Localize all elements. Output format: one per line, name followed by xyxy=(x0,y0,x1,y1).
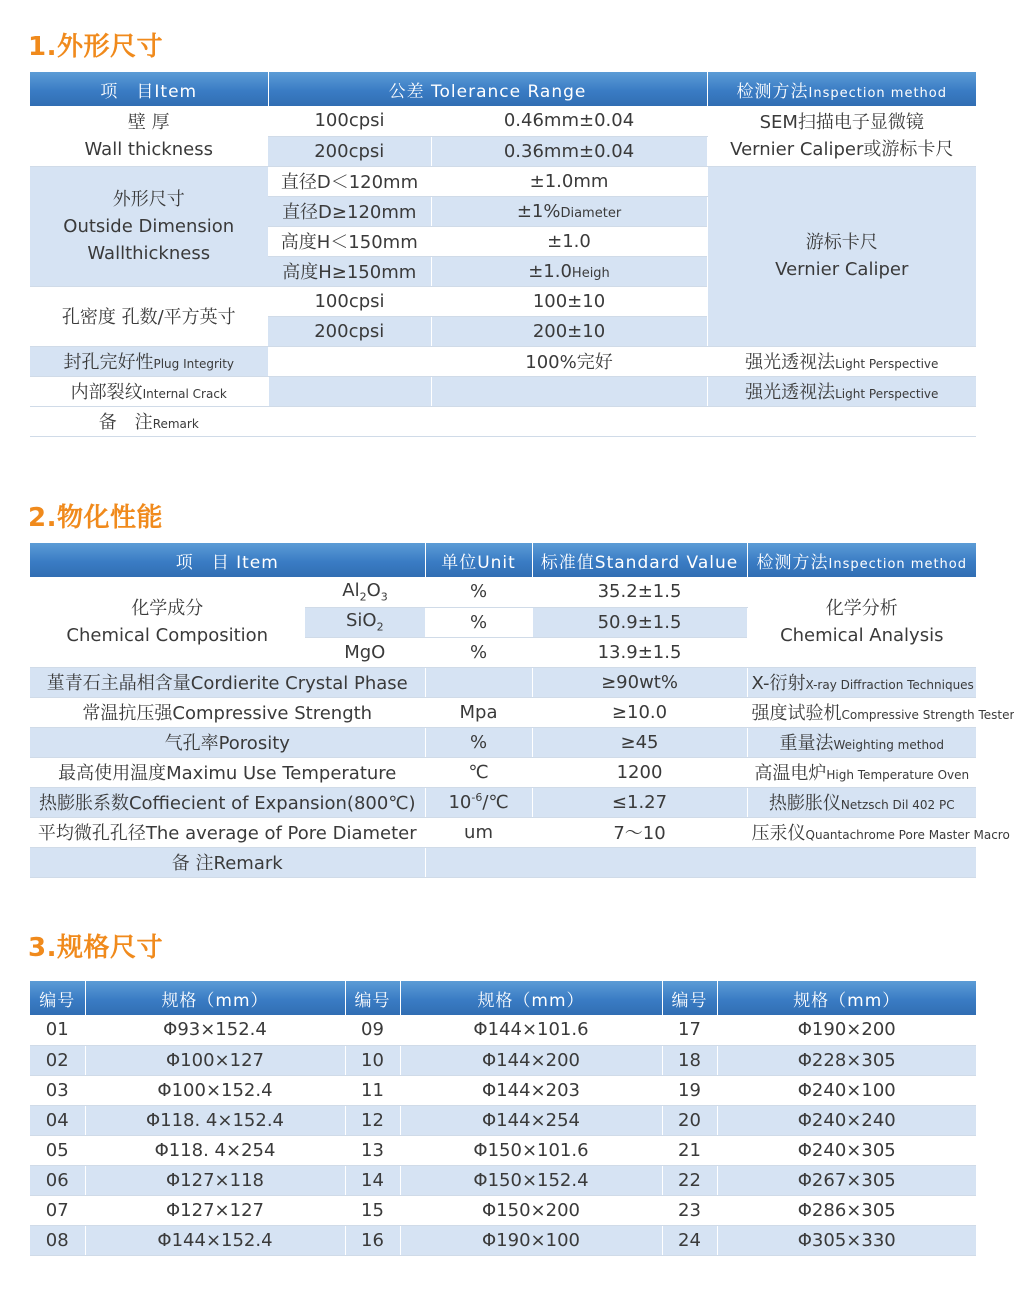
range-cell: 高度H≥150mm xyxy=(268,256,431,286)
header-method: 检测方法Inspection method xyxy=(707,72,976,106)
section-title-properties: 2.物化性能 xyxy=(28,503,163,533)
property-label: 气孔率Porosity xyxy=(30,727,425,757)
method-cell: 压汞仪Quantachrome Pore Master Macro xyxy=(747,817,976,847)
spec-size: Φ240×100 xyxy=(717,1075,976,1105)
empty-cell xyxy=(431,376,707,406)
tolerance-cell: ±1.0 xyxy=(431,226,707,256)
density-label: 孔密度 孔数/平方英寸 xyxy=(30,286,268,346)
range-cell: 高度H＜150mm xyxy=(268,226,431,256)
range-cell: 100cpsi xyxy=(268,286,431,316)
value-cell: 35.2±1.5 xyxy=(532,577,747,607)
table-row xyxy=(30,817,976,847)
crack-method: 强光透视法Light Perspective xyxy=(707,376,976,406)
spec-number: 18 xyxy=(662,1045,717,1075)
outside-label: 外形尺寸 Outside Dimension Wallthickness xyxy=(30,166,268,286)
spec-number: 20 xyxy=(662,1105,717,1135)
spec-size: Φ144×200 xyxy=(400,1045,662,1075)
plug-method: 强光透视法Light Perspective xyxy=(707,346,976,376)
spec-number: 07 xyxy=(30,1195,85,1225)
specifications-header-row xyxy=(30,981,976,1015)
crack-label: 内部裂纹Internal Crack xyxy=(30,376,268,406)
unit-cell: $10^{-6}/℃$ xyxy=(425,787,532,817)
table-row xyxy=(30,106,976,136)
spec-size: Φ190×200 xyxy=(717,1015,976,1045)
table-row xyxy=(30,1135,976,1165)
tolerance-cell: ±1.0Heigh xyxy=(431,256,707,286)
table-row xyxy=(30,1015,976,1045)
header-unit: 单位Unit xyxy=(425,543,532,577)
spec-number: 01 xyxy=(30,1015,85,1045)
spec-number: 08 xyxy=(30,1225,85,1255)
method-cell: 重量法Weighting method xyxy=(747,727,976,757)
spec-size: Φ190×100 xyxy=(400,1225,662,1255)
value-cell: 7～10 xyxy=(532,817,747,847)
spec-number: 06 xyxy=(30,1165,85,1195)
empty-cell xyxy=(268,376,431,406)
table-row xyxy=(30,406,976,436)
table-row xyxy=(30,1045,976,1075)
remark-value xyxy=(425,847,976,877)
tolerance-cell: 0.46mm±0.04 xyxy=(431,106,707,136)
tolerance-cell: ±1%Diameter xyxy=(431,196,707,226)
property-label: 最高使用温度Maximu Use Temperature xyxy=(30,757,425,787)
spec-size: Φ100×127 xyxy=(85,1045,345,1075)
spec-size: Φ93×152.4 xyxy=(85,1015,345,1045)
header-spec: 规格（mm） xyxy=(85,981,345,1015)
spec-size: Φ100×152.4 xyxy=(85,1075,345,1105)
specifications-table xyxy=(30,981,976,1256)
table-row xyxy=(30,1225,976,1255)
spec-size: Φ127×118 xyxy=(85,1165,345,1195)
header-no: 编号 xyxy=(30,981,85,1015)
remark-label: 备 注Remark xyxy=(30,847,425,877)
spec-number: 21 xyxy=(662,1135,717,1165)
spec-number: 15 xyxy=(345,1195,400,1225)
property-label: 热膨胀系数Coffiecient of Expansion(800℃) xyxy=(30,787,425,817)
value-cell: ≥90wt% xyxy=(532,667,747,697)
spec-number: 02 xyxy=(30,1045,85,1075)
range-cell: 直径D＜120mm xyxy=(268,166,431,196)
chem-label: 化学成分 Chemical Composition xyxy=(30,577,305,667)
dimensions-header-row xyxy=(30,72,976,106)
tolerance-cell: 0.36mm±0.04 xyxy=(431,136,707,166)
unit-cell: % xyxy=(425,637,532,667)
unit-cell: % xyxy=(425,727,532,757)
plug-label: 封孔完好性Plug Integrity xyxy=(30,346,268,376)
spec-number: 05 xyxy=(30,1135,85,1165)
table-row xyxy=(30,1165,976,1195)
value-cell: ≥10.0 xyxy=(532,697,747,727)
method-cell: X-衍射X-ray Diffraction Techniques xyxy=(747,667,976,697)
tolerance-cell: 200±10 xyxy=(431,316,707,346)
header-tolerance: 公差 Tolerance Range xyxy=(268,72,707,106)
range-cell: 100cpsi xyxy=(268,106,431,136)
table-row xyxy=(30,787,976,817)
remark-label: 备 注Remark xyxy=(30,406,268,436)
unit-cell xyxy=(425,667,532,697)
spec-size: Φ267×305 xyxy=(717,1165,976,1195)
header-item: 项 目 Item xyxy=(30,543,425,577)
unit-cell: um xyxy=(425,817,532,847)
spec-size: Φ150×200 xyxy=(400,1195,662,1225)
wall-label: 壁 厚 Wall thickness xyxy=(30,106,268,166)
spec-number: 14 xyxy=(345,1165,400,1195)
tolerance-cell: 100±10 xyxy=(431,286,707,316)
header-spec: 规格（mm） xyxy=(400,981,662,1015)
properties-table xyxy=(30,543,1014,878)
spec-number: 09 xyxy=(345,1015,400,1045)
spec-size: Φ150×152.4 xyxy=(400,1165,662,1195)
spec-number: 17 xyxy=(662,1015,717,1045)
spec-size: Φ118. 4×152.4 xyxy=(85,1105,345,1135)
table-row xyxy=(30,1075,976,1105)
spec-size: Φ240×305 xyxy=(717,1135,976,1165)
property-label: 常温抗压强Compressive Strength xyxy=(30,697,425,727)
value-cell: ≤1.27 xyxy=(532,787,747,817)
value-cell: 50.9±1.5 xyxy=(532,607,747,637)
table-row xyxy=(30,757,976,787)
al2o3-label: $Al_2O_3$ xyxy=(305,577,425,607)
spec-size: Φ144×203 xyxy=(400,1075,662,1105)
properties-header-row xyxy=(30,543,976,577)
property-label: 堇青石主晶相含量Cordierite Crystal Phase xyxy=(30,667,425,697)
table-row xyxy=(30,1195,976,1225)
spec-size: Φ118. 4×254 xyxy=(85,1135,345,1165)
unit-cell: ℃ xyxy=(425,757,532,787)
spec-number: 19 xyxy=(662,1075,717,1105)
dimensions-table xyxy=(30,72,976,437)
header-method: 检测方法Inspection method xyxy=(747,543,976,577)
method-cell: 强度试验机Compressive Strength Tester xyxy=(747,697,976,727)
spec-number: 23 xyxy=(662,1195,717,1225)
remark-value xyxy=(268,406,976,436)
header-standard-value: 标准值Standard Value xyxy=(532,543,747,577)
header-spec: 规格（mm） xyxy=(717,981,976,1015)
wall-method: SEM扫描电子显微镜 Vernier Caliper或游标卡尺 xyxy=(707,106,976,166)
spec-number: 24 xyxy=(662,1225,717,1255)
value-cell: ≥45 xyxy=(532,727,747,757)
spec-size: Φ150×101.6 xyxy=(400,1135,662,1165)
spec-number: 03 xyxy=(30,1075,85,1105)
property-label: 平均微孔孔径The average of Pore Diameter xyxy=(30,817,425,847)
table-row xyxy=(30,697,976,727)
spec-size: Φ305×330 xyxy=(717,1225,976,1255)
header-item: 项 目Item xyxy=(30,72,268,106)
spec-number: 16 xyxy=(345,1225,400,1255)
spec-size: Φ144×152.4 xyxy=(85,1225,345,1255)
range-cell: 直径D≥120mm xyxy=(268,196,431,226)
mgo-label: MgO xyxy=(305,637,425,667)
sio2-label: SiO$_2$ xyxy=(305,607,425,637)
spec-size: Φ240×240 xyxy=(717,1105,976,1135)
spec-number: 04 xyxy=(30,1105,85,1135)
table-row xyxy=(30,667,976,697)
table-row xyxy=(30,577,976,607)
table-row xyxy=(30,376,976,406)
unit-cell: % xyxy=(425,607,532,637)
spec-size: Φ127×127 xyxy=(85,1195,345,1225)
tolerance-cell: ±1.0mm xyxy=(431,166,707,196)
table-row xyxy=(30,166,976,196)
range-cell: 200cpsi xyxy=(268,316,431,346)
unit-cell: % xyxy=(425,577,532,607)
unit-cell: Mpa xyxy=(425,697,532,727)
table-row xyxy=(30,346,976,376)
header-no: 编号 xyxy=(662,981,717,1015)
spec-size: Φ286×305 xyxy=(717,1195,976,1225)
table-row xyxy=(30,1105,976,1135)
range-cell: 200cpsi xyxy=(268,136,431,166)
caliper-method: 游标卡尺 Vernier Caliper xyxy=(707,166,976,346)
empty-cell xyxy=(268,346,431,376)
table-row xyxy=(30,727,976,757)
method-cell: 高温电炉High Temperature Oven xyxy=(747,757,976,787)
spec-size: Φ144×254 xyxy=(400,1105,662,1135)
plug-value: 100%完好 xyxy=(431,346,707,376)
spec-number: 22 xyxy=(662,1165,717,1195)
spec-size: Φ228×305 xyxy=(717,1045,976,1075)
spec-number: 11 xyxy=(345,1075,400,1105)
method-cell: 热膨胀仪Netzsch Dil 402 PC xyxy=(747,787,976,817)
value-cell: 1200 xyxy=(532,757,747,787)
spec-number: 13 xyxy=(345,1135,400,1165)
section-title-specifications: 3.规格尺寸 xyxy=(28,933,163,963)
spec-number: 10 xyxy=(345,1045,400,1075)
table-row xyxy=(30,847,976,877)
value-cell: 13.9±1.5 xyxy=(532,637,747,667)
spec-number: 12 xyxy=(345,1105,400,1135)
header-no: 编号 xyxy=(345,981,400,1015)
spec-size: Φ144×101.6 xyxy=(400,1015,662,1045)
chem-method: 化学分析 Chemical Analysis xyxy=(747,577,976,667)
section-title-dimensions: 1.外形尺寸 xyxy=(28,32,163,62)
